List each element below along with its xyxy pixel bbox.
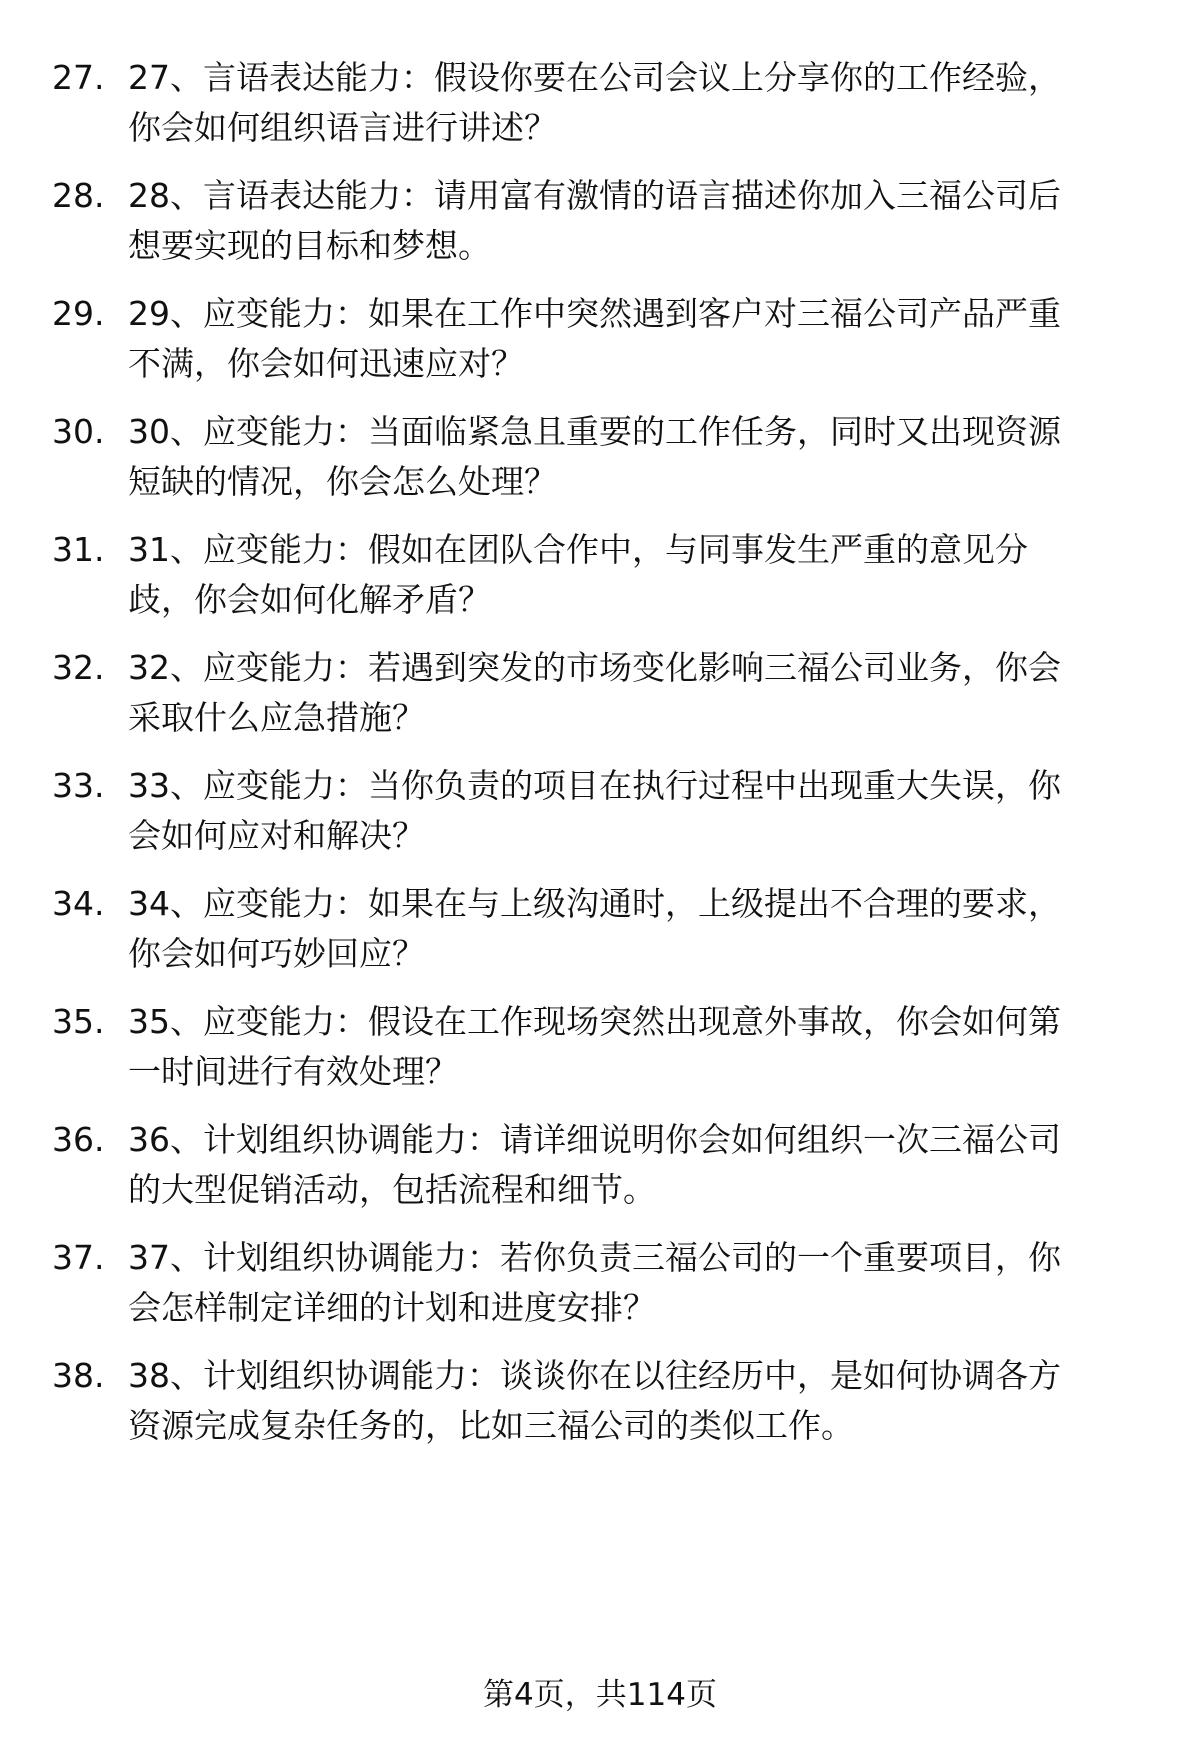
question-line: 的大型促销活动，包括流程和细节。 — [128, 1170, 656, 1209]
question-line: 你会如何巧妙回应？ — [128, 934, 425, 973]
question-text — [128, 761, 1148, 861]
question-line: 31、应变能力：假如在团队合作中，与同事发生严重的意见分 — [128, 530, 1028, 569]
question-line: 34、应变能力：如果在与上级沟通时，上级提出不合理的要求， — [128, 884, 1061, 923]
question-text — [128, 289, 1148, 389]
question-line: 36、计划组织协调能力：请详细说明你会如何组织一次三福公司 — [128, 1120, 1061, 1159]
question-text — [128, 525, 1148, 625]
question-text — [128, 171, 1148, 271]
question-number: 36. — [52, 1120, 105, 1159]
question-number: 30. — [52, 412, 105, 451]
question-line: 歧，你会如何化解矛盾？ — [128, 580, 491, 619]
question-line: 想要实现的目标和梦想。 — [128, 226, 491, 265]
question-number: 32. — [52, 648, 105, 687]
question-text — [128, 1233, 1148, 1333]
question-line: 35、应变能力：假设在工作现场突然出现意外事故，你会如何第 — [128, 1002, 1061, 1041]
question-line: 资源完成复杂任务的，比如三福公司的类似工作。 — [128, 1406, 854, 1445]
question-line: 一时间进行有效处理？ — [128, 1052, 458, 1091]
page-number-footer: 第4页，共114页 — [483, 1677, 717, 1713]
question-number: 34. — [52, 884, 105, 923]
question-number: 35. — [52, 1002, 105, 1041]
question-number: 28. — [52, 176, 105, 215]
question-line: 32、应变能力：若遇到突发的市场变化影响三福公司业务，你会 — [128, 648, 1061, 687]
question-line: 33、应变能力：当你负责的项目在执行过程中出现重大失误，你 — [128, 766, 1061, 805]
question-number: 29. — [52, 294, 105, 333]
question-line: 你会如何组织语言进行讲述？ — [128, 108, 557, 147]
question-number: 37. — [52, 1238, 105, 1277]
question-number: 33. — [52, 766, 105, 805]
question-text — [128, 997, 1148, 1097]
question-line: 会怎样制定详细的计划和进度安排？ — [128, 1288, 656, 1327]
question-number: 38. — [52, 1356, 105, 1395]
question-line: 短缺的情况，你会怎么处理？ — [128, 462, 557, 501]
question-text — [128, 1351, 1148, 1451]
question-line: 27、言语表达能力：假设你要在公司会议上分享你的工作经验， — [128, 58, 1061, 97]
question-line: 会如何应对和解决？ — [128, 816, 425, 855]
question-line: 38、计划组织协调能力：谈谈你在以往经历中，是如何协调各方 — [128, 1356, 1061, 1395]
question-text — [128, 1115, 1148, 1215]
question-line: 29、应变能力：如果在工作中突然遇到客户对三福公司产品严重 — [128, 294, 1061, 333]
question-text — [128, 879, 1148, 979]
question-text — [128, 53, 1148, 153]
question-line: 30、应变能力：当面临紧急且重要的工作任务，同时又出现资源 — [128, 412, 1061, 451]
question-number: 31. — [52, 530, 105, 569]
question-line: 不满，你会如何迅速应对？ — [128, 344, 524, 383]
question-line: 28、言语表达能力：请用富有激情的语言描述你加入三福公司后 — [128, 176, 1061, 215]
question-number: 27. — [52, 58, 105, 97]
question-line: 采取什么应急措施？ — [128, 698, 425, 737]
question-text — [128, 407, 1148, 507]
question-line: 37、计划组织协调能力：若你负责三福公司的一个重要项目，你 — [128, 1238, 1061, 1277]
question-text — [128, 643, 1148, 743]
